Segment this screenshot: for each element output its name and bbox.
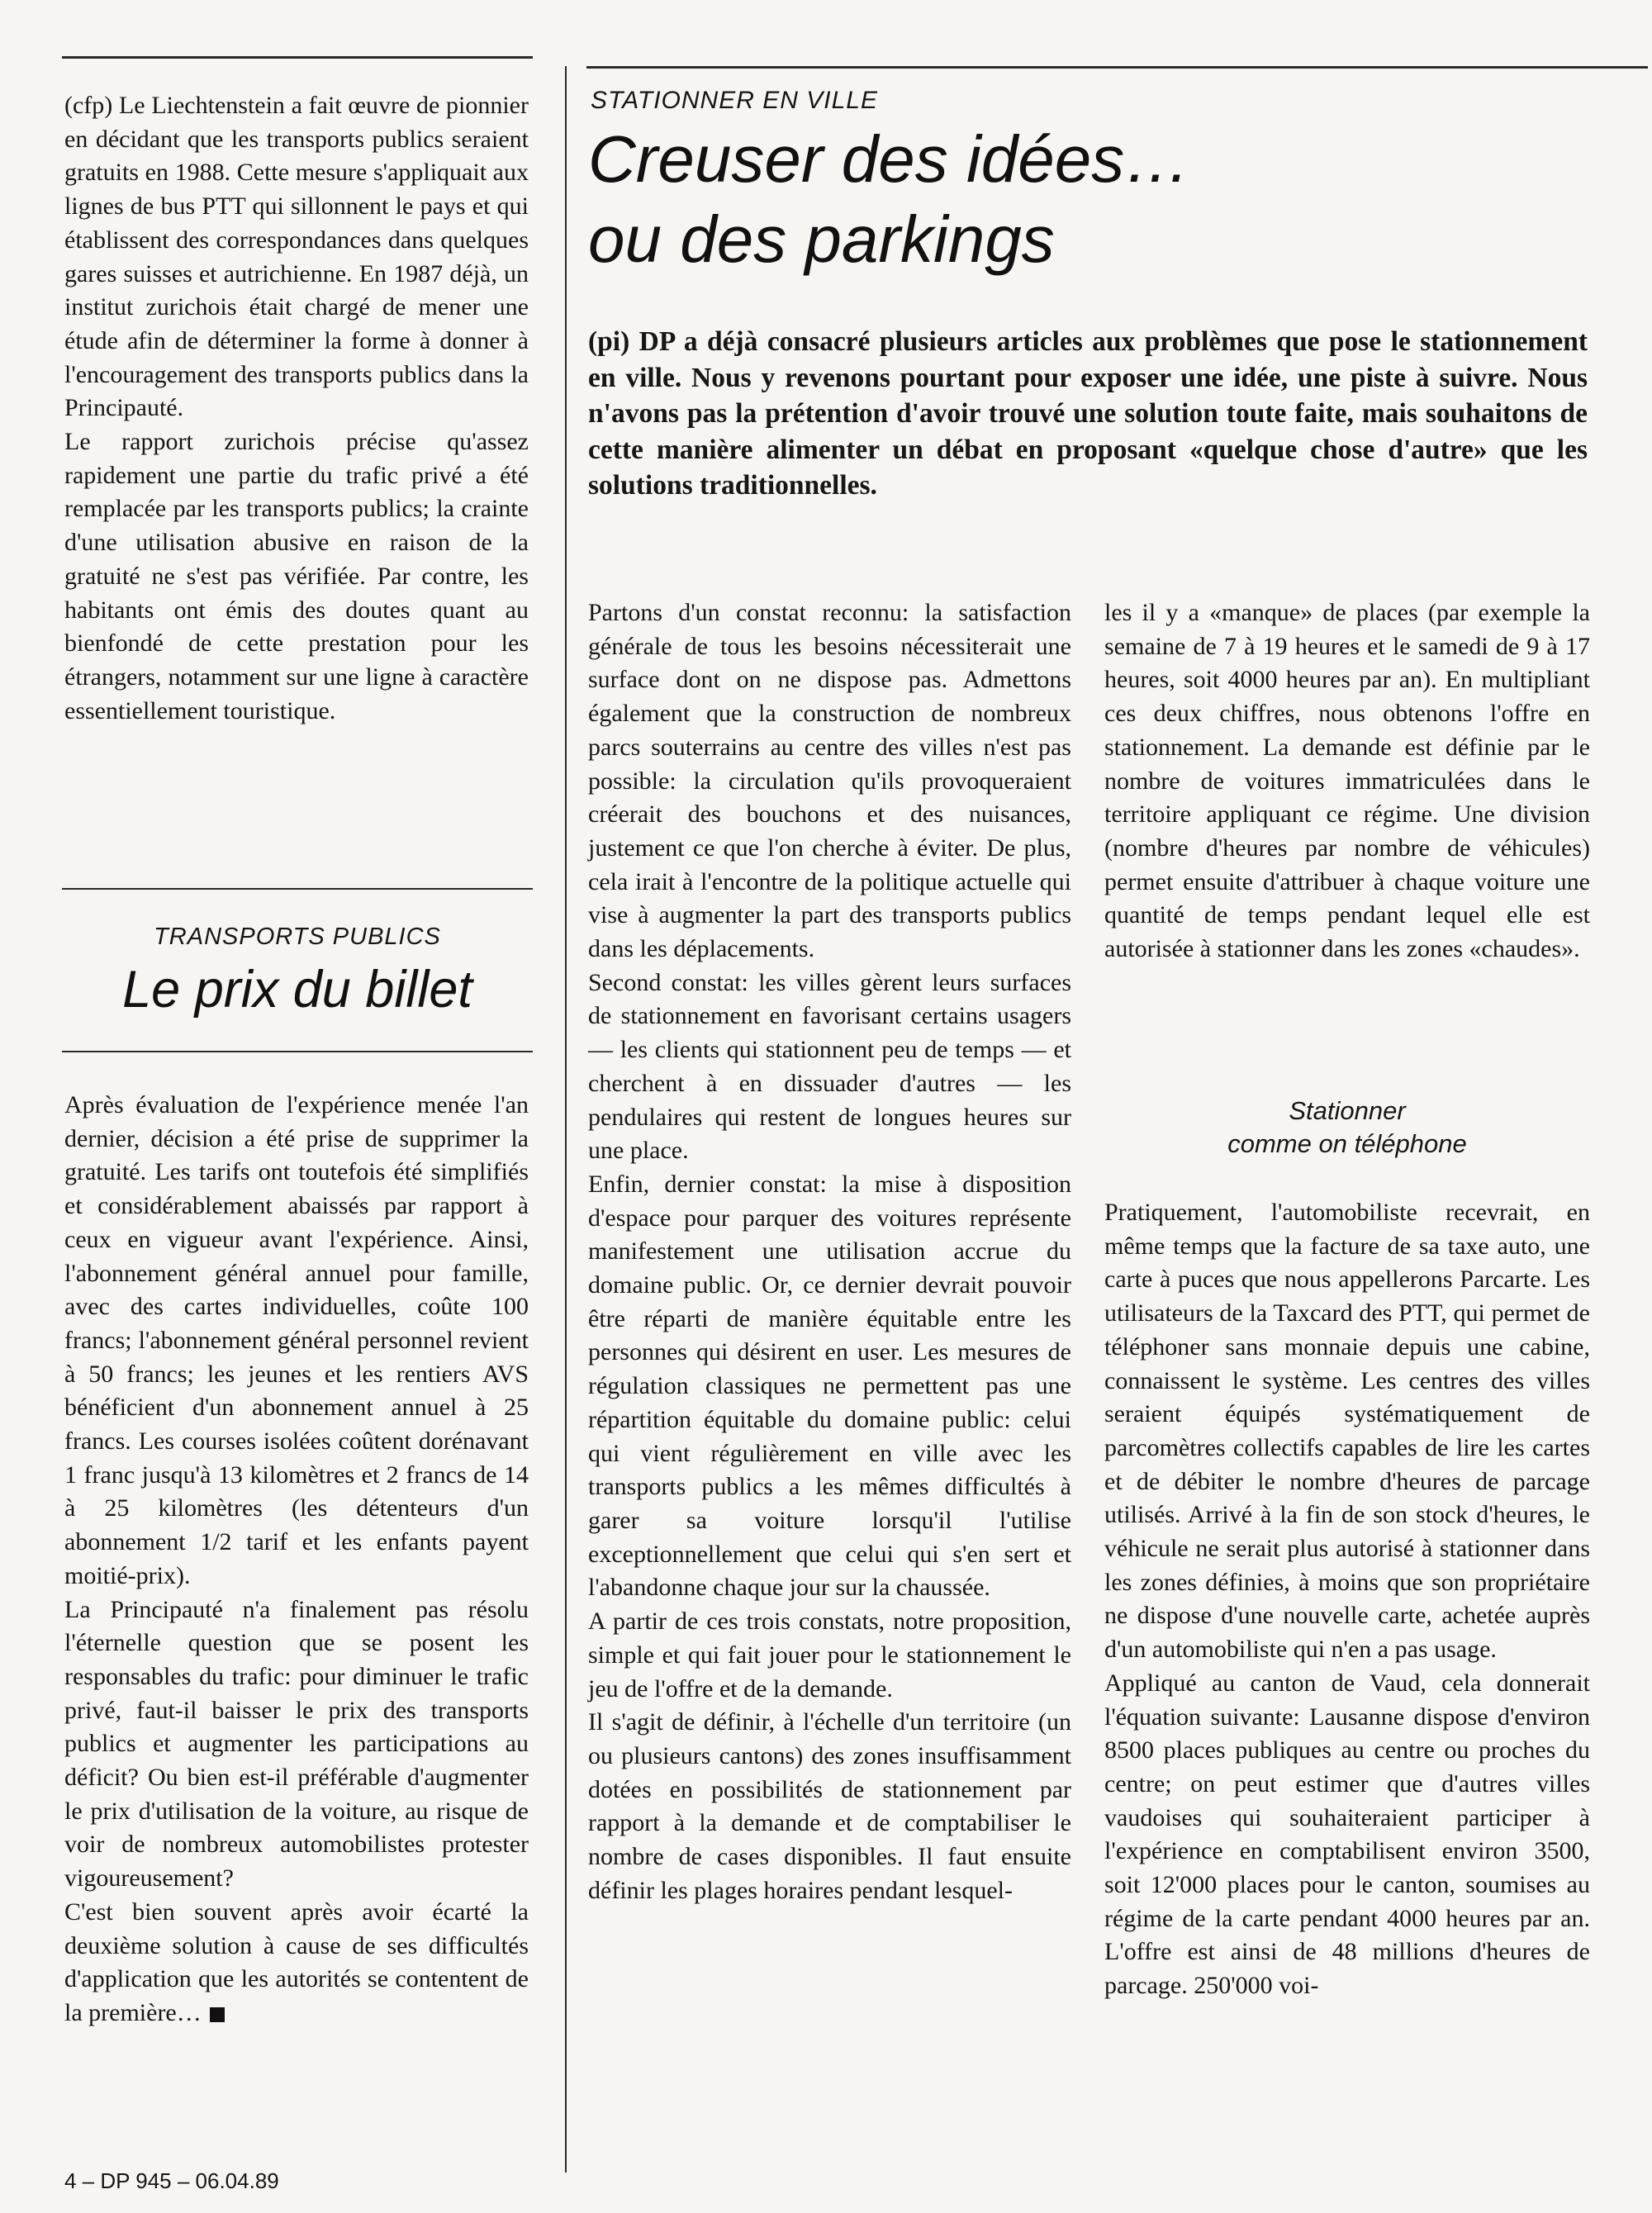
main-col1-paragraph-5: Il s'agit de définir, à l'échelle d'un territoire (un ou plusieurs cantons) des zones insuffisamment dotées en possibilités de stationnement par rapport à la demande et de comptabiliser le nombre de cases disponibles. Il faut ensuite définir les plages horaires pendant lesquel-	[588, 1708, 1071, 1904]
left-kicker: TRANSPORTS PUBLICS	[154, 924, 441, 950]
column-divider	[565, 66, 567, 2173]
section-rule-lower	[62, 1051, 533, 1052]
main-col2-paragraph-3: Appliqué au canton de Vaud, cela donnerait l'équation suivante: Lausanne dispose d'environ 8500 places publiques au centre ou proches du centre; on peut estimer que d'autres villes vaudoises qui souhaiteraient participer à l'expérience en comptabilisent environ 3500, soit 12'000 places pour le canton, soumises au régime de la carte pendant 4000 heures par an. L'offre est ainsi de 48 millions d'heures de parcage. 250'000 voi-	[1104, 1669, 1590, 2000]
section-rule-upper	[62, 888, 533, 890]
left-article-body-2	[64, 1089, 529, 2030]
end-of-article-icon	[210, 2007, 225, 2022]
left-paragraph-3	[64, 1896, 529, 2030]
main-col2-paragraph-1: les il y a «manque» de places (par exemple la semaine de 7 à 19 heures et le samedi de 9 à 17 heures, soit 4000 heures par an). En multipliant ces deux chiffres, nous obtenons l'offre en stationnement. La demande est définie par le nombre de voitures immatriculées dans le territoire appliquant ce régime. Une division (nombre d'heures par nombre de véhicules) permet ensuite d'attribuer à chaque voiture une quantité de temps pendant lequel elle est autorisée à stationner dans les zones «chaudes».	[1104, 599, 1590, 963]
top-rule-left	[62, 56, 533, 59]
left-paragraph-1: Après évaluation de l'expérience menée l'an dernier, décision a été prise de supprimer la gratuité. Les tarifs ont toutefois été simplifiés et considérablement abaissés par rapport à ceux en vigueur avant l'expérience. Ainsi, l'abonnement général annuel pour famille, avec des cartes individuelles, coûte 100 francs; l'abonnement général personnel revient à 50 francs; les jeunes et les rentiers AVS bénéficient d'un abonnement annuel à 25 francs. Les courses isolées coûtent dorénavant 1 franc jusqu'à 13 kilomètres et 2 francs de 14 à 25 kilomètres (les détenteurs d'un abonnement 1/2 tarif et les enfants payent moitié-prix).	[64, 1091, 529, 1589]
main-col1-paragraph-2: Second constat: les villes gèrent leurs surfaces de stationnement en favorisant certains usagers — les clients qui stationnent peu de temps — et cherchent à en dissuader d'autres — les pendulaires qui restent de longues heures sur une place.	[588, 968, 1071, 1165]
main-kicker: STATIONNER EN VILLE	[591, 87, 878, 114]
main-headline-line-2: ou des parkings	[588, 202, 1055, 276]
main-subhead-line-1: Stationner	[1289, 1096, 1406, 1125]
main-col1-paragraph-1: Partons d'un constat reconnu: la satisfaction générale de tous les besoins nécessiterait une surface dont on ne dispose pas. Admettons également que la construction de nombreux parcs souterrains au centre des villes n'est pas possible: la circulation qu'ils provoqueraient créerait des bouchons et des nuisances, justement ce que l'on cherche à éviter. De plus, cela irait à l'encontre de la politique actuelle qui vise à augmenter la part des transports publics dans les déplacements.	[588, 599, 1071, 963]
top-rule-right	[586, 66, 1648, 69]
left-headline: Le prix du billet	[122, 961, 472, 1019]
main-col1-paragraph-3: Enfin, dernier constat: la mise à disposition d'espace pour parquer des voitures représente manifestement une utilisation accrue du domaine public. Or, ce dernier devrait pouvoir être réparti de manière équitable entre les personnes qui désirent en user. Les mesures de régulation classiques ne permettent pas une répartition équitable du domaine public: celui qui vient régulièrement en ville avec les transports publics a les mêmes difficultés à garer sa voiture lorsqu'il l'utilise exceptionnellement que celui qui s'en sert et l'abandonne chaque jour sur la chaussée.	[588, 1170, 1071, 1602]
left-paragraph-3-text: C'est bien souvent après avoir écarté la deuxième solution à cause de ses difficultés d'application que les autorités se contentent de la première…	[64, 1897, 529, 2026]
left-paragraph-2: La Principauté n'a finalement pas résolu l'éternelle question que se posent les responsables du trafic: pour diminuer le trafic privé, faut-il baisser le prix des transports publics et augmenter les participations au déficit? Ou bien est-il préférable d'augmenter le prix d'utilisation de la voiture, au risque de voir de nombreux automobilistes protester vigoureusement?	[64, 1595, 529, 1892]
main-column-1	[588, 596, 1071, 1907]
main-col2-paragraph-2: Pratiquement, l'automobiliste recevrait, en même temps que la facture de sa taxe auto, une carte à puces que nous appellerons Parcarte. Les utilisateurs de la Taxcard des PTT, qui permet de téléphoner sans monnaie depuis une cabine, connaissent le système. Les centres des villes seraient équipés systématiquement de parcomètres collectifs capables de lire les cartes et de débiter le nombre d'heures de parcage utilisés. Arrivé à la fin de son stock d'heures, le véhicule ne serait plus autorisé à stationner dans les zones définies, à moins que son propriétaire ne dispose d'une nouvelle carte, achetée auprès d'un automobiliste qui n'en a pas usage.	[1104, 1199, 1590, 1664]
main-lead: (pi) DP a déjà consacré plusieurs articles aux problèmes que pose le stationnement en ville. Nous y revenons pourtant pour exposer une idée, une piste à suivre. Nous n'avons pas la prétention d'avoir trouvé une solution toute faite, mais souhaitons de cette manière alimenter un débat en proposant «quelque chose d'autre» que les solutions traditionnelles.	[588, 326, 1588, 501]
left-article-body: (cfp) Le Liechtenstein a fait œuvre de pionnier en décidant que les transports publics seraient gratuits en 1988. Cette mesure s'appliquait aux lignes de bus PTT qui sillonnent le pays et qui établissent des correspondances dans quelques gares suisses et autrichienne. En 1987 déjà, un institut zurichois était chargé de mener une étude afin de déterminer la forme à donner à l'encouragement des transports publics dans la Principauté. Le rapport zurichois précise qu'assez rapidement une partie du trafic privé a été remplacée par les transports publics; la crainte d'une utilisation abusive en raison de la gratuité ne s'est pas vérifiée. Par contre, les habitants ont émis des doutes quant au bienfondé de cette prestation pour les étrangers, notamment sur une ligne à caractère essentiellement touristique.	[64, 92, 529, 724]
main-subhead-line-2: comme on téléphone	[1227, 1129, 1467, 1158]
main-headline-line-1: Creuser des idées…	[588, 122, 1191, 196]
page-footer: 4 – DP 945 – 06.04.89	[64, 2168, 279, 2193]
main-col1-paragraph-4: A partir de ces trois constats, notre proposition, simple et qui fait jouer pour le stationnement le jeu de l'offre et de la demande.	[588, 1608, 1071, 1702]
main-column-2-top	[1104, 596, 1590, 966]
main-column-2-bottom	[1104, 1196, 1590, 2003]
